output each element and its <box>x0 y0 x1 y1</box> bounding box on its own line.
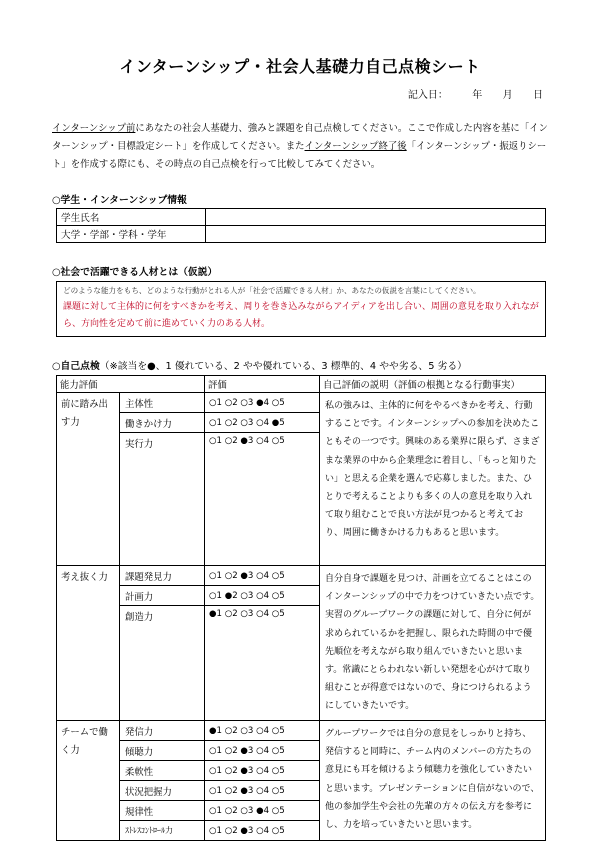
skill-rating[interactable]: ○1 ●2 ○3 ○4 ○5 <box>205 586 320 606</box>
col-ability: 能力評価 <box>57 376 205 393</box>
skill-rating[interactable]: ○1 ○2 ●3 ○4 ○5 <box>205 741 320 761</box>
explanation-teamwork[interactable]: グループワークでは自分の意見をしっかりと持ち、発信すると同時に、チーム内のメンバーの方たちの意見にも耳を傾けるよう傾聴力を強化していきたいと思います。プレゼンテーションに自信がないので、他の参加学生や会社の先輩の方々の伝え方を参考にし、力を培っていきたいと思います。 <box>320 721 546 841</box>
self-check-heading <box>52 358 467 372</box>
skill-name: 実行力 <box>120 433 205 566</box>
society-answer-box[interactable] <box>56 281 546 337</box>
self-check-title: ○自己点検 <box>52 361 100 372</box>
society-section-heading: ○社会で活躍できる人材とは（仮説） <box>52 267 218 278</box>
col-explanation: 自己評価の説明（評価の根拠となる行動事実） <box>320 376 546 393</box>
table-row <box>57 226 546 243</box>
category-think-through: 考え抜く力 <box>57 566 120 721</box>
society-answer: 課題に対して主体的に何をすべきかを考え、周りを巻き込みながらアイディアを出し合い、周囲の意見を取り入れながら、方向性を定めて前に進めていく力のある人材。 <box>63 302 539 329</box>
page-title: インターンシップ・社会人基礎力自己点検シート <box>119 57 481 76</box>
date-year: 年 <box>472 90 483 101</box>
skill-rating[interactable]: ●1 ○2 ○3 ○4 ○5 <box>205 721 320 741</box>
category-teamwork: チームで働く力 <box>57 721 120 841</box>
intro-underline-before: インターンシップ前 <box>52 123 136 134</box>
date-day: 日 <box>533 90 543 101</box>
category-step-forward: 前に踏み出す力 <box>57 393 120 566</box>
skill-rating[interactable]: ○1 ○2 ●3 ○4 ○5 <box>205 821 320 841</box>
self-check-table <box>56 375 546 841</box>
skill-name: 発信力 <box>120 721 205 741</box>
skill-rating[interactable]: ●1 ○2 ○3 ○4 ○5 <box>205 606 320 721</box>
skill-rating[interactable]: ○1 ○2 ○3 ○4 ●5 <box>205 413 320 433</box>
society-prompt: どのような能力をもち、どのような行動がとれる人が「社会で活躍できる人材」か、あなたの仮説を言葉にしてください。 <box>63 286 481 295</box>
table-row <box>57 393 546 413</box>
table-row <box>57 209 546 226</box>
student-section-heading: ○学生・インターンシップ情報 <box>52 195 187 206</box>
skill-name: 計画力 <box>120 586 205 606</box>
student-name-label: 学生氏名 <box>57 209 206 226</box>
skill-name: 主体性 <box>120 393 205 413</box>
skill-rating[interactable]: ○1 ○2 ●3 ○4 ○5 <box>205 433 320 566</box>
skill-name: ｽﾄﾚｽｺﾝﾄﾛｰﾙ力 <box>120 821 205 841</box>
university-field[interactable] <box>206 226 546 243</box>
explanation-think-through[interactable]: 自分自身で課題を見つけ、計画を立てることはこのインターンシップの中で力をつけていきたい点です。実習のグループワークの課題に対して、自分に何が求められているかを把握し、限られた時間の中で優先順位を考えながら取り組んでいきたいと思います。常識にとらわれない新しい発想を心がけて取り組むことが得意ではないので、身につけられるようにしていきたいです。 <box>320 566 546 721</box>
skill-name: 傾聴力 <box>120 741 205 761</box>
student-name-field[interactable] <box>206 209 546 226</box>
table-row <box>57 721 546 741</box>
explanation-step-forward[interactable]: 私の強みは、主体的に何をやるべきかを考え、行動することです。インターンシップへの参加を決めたこともその一つです。興味のある業界に限らず、さまざまな業界の中から企業理念に着目し、「もっと知りたい」と思える企業を選んで応募しました。また、ひとりで考えることよりも多くの人の意見を取り入れて取り組むことで良い方法が見つかると考えており、周囲に働きかける力もあると思います。 <box>320 393 546 566</box>
date-label: 記入日： <box>407 90 448 101</box>
skill-name: 働きかけ力 <box>120 413 205 433</box>
skill-name: 規律性 <box>120 801 205 821</box>
skill-name: 課題発見力 <box>120 566 205 586</box>
date-line <box>408 86 543 101</box>
skill-rating[interactable]: ○1 ○2 ●3 ○4 ○5 <box>205 761 320 781</box>
intro-text-1: にあなたの社会人基礎力、強みと課題を自己点検してください。ここで作成した内容を基に「インターンシップ・目標設定シート」を作成してください。また <box>52 123 548 152</box>
intro-underline-after: インターンシップ終了後 <box>304 141 407 152</box>
skill-rating[interactable]: ○1 ○2 ○3 ●4 ○5 <box>205 801 320 821</box>
skill-rating[interactable]: ○1 ○2 ●3 ○4 ○5 <box>205 566 320 586</box>
student-info-table <box>56 208 546 243</box>
skill-rating[interactable]: ○1 ○2 ○3 ●4 ○5 <box>205 393 320 413</box>
table-row <box>57 566 546 586</box>
rating-legend: （※該当を●、1 優れている、2 やや優れている、3 標準的、4 やや劣る、5 劣る） <box>99 361 467 372</box>
intro-text-2: 「インターンシップ・振返りシート」を作成する際にも、その時点の自己点検を行って比較してみてください。 <box>52 141 547 170</box>
skill-name: 創造力 <box>120 606 205 721</box>
university-label: 大学・学部・学科・学年 <box>57 226 206 243</box>
table-header-row <box>57 376 546 393</box>
skill-rating[interactable]: ○1 ○2 ●3 ○4 ○5 <box>205 781 320 801</box>
skill-name: 柔軟性 <box>120 761 205 781</box>
skill-name: 状況把握力 <box>120 781 205 801</box>
col-rating: 評価 <box>205 376 320 393</box>
date-month: 月 <box>502 90 513 101</box>
intro-text <box>52 120 552 174</box>
